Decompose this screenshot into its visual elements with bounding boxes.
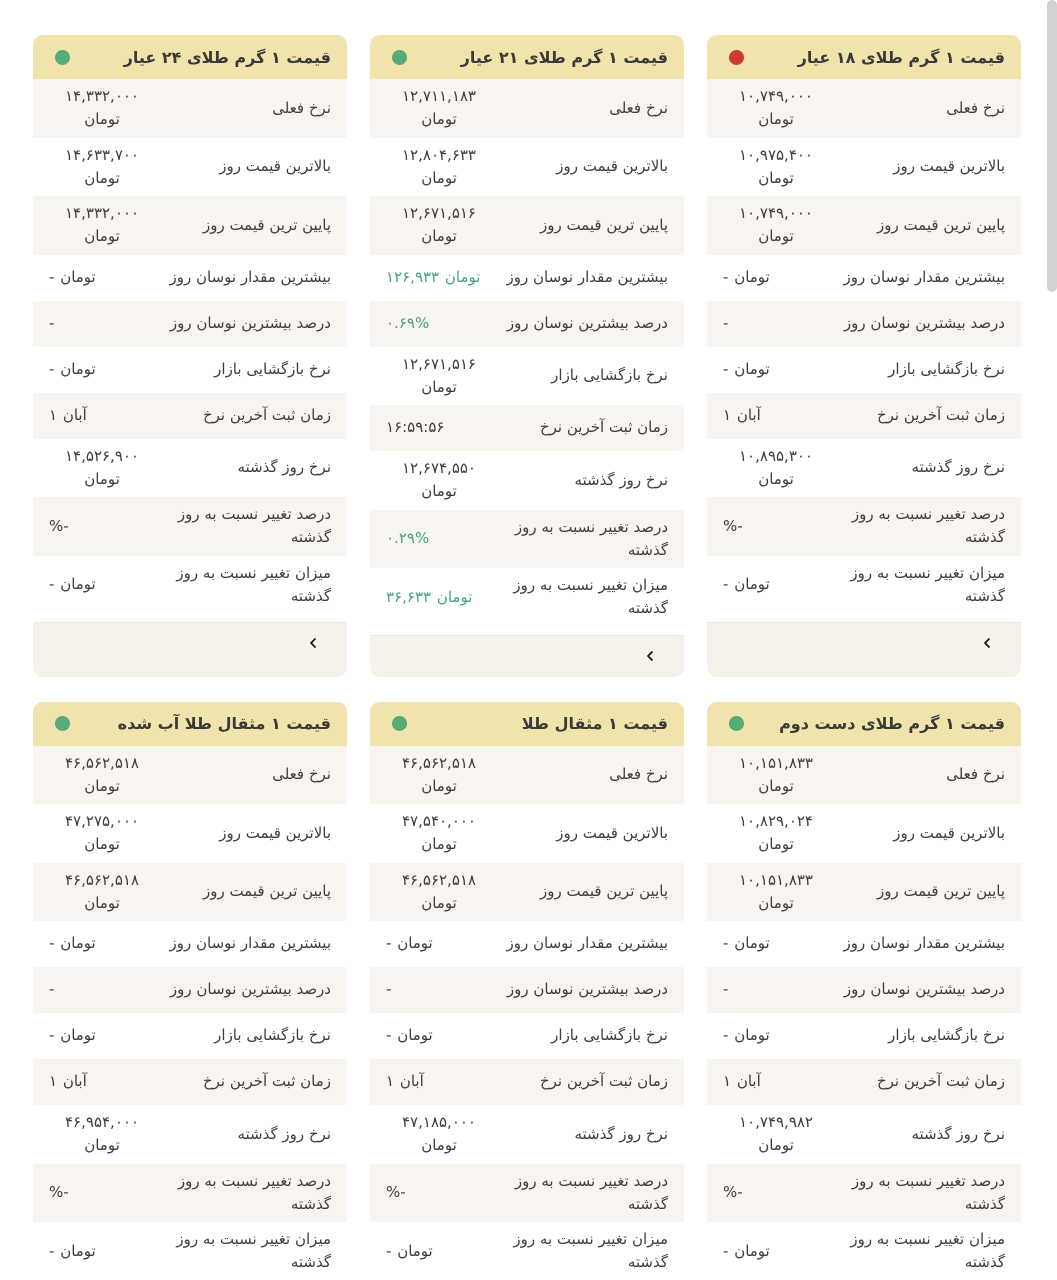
price-row [707, 1013, 1021, 1059]
row-value: ۱۰,۱۵۱,۸۳۳ تومان [739, 753, 813, 795]
row-label: زمان ثبت آخرین نرخ [876, 405, 1005, 424]
chevron-left-icon[interactable] [979, 635, 995, 651]
price-row [33, 1059, 347, 1105]
status-dot-icon [392, 50, 407, 65]
status-dot-icon [729, 50, 744, 65]
price-row [33, 1164, 347, 1223]
price-row [370, 196, 684, 255]
row-value: - تومان [723, 1241, 770, 1260]
row-label: درصد بیشترین نوسان روز [169, 980, 331, 999]
price-row [33, 138, 347, 197]
card-rows [370, 79, 684, 627]
row-value: ۱۲,۶۷۱,۵۱۶ تومان [402, 354, 476, 396]
price-row [370, 138, 684, 197]
row-value: ۱۲,۶۷۴,۵۵۰ تومان [402, 459, 476, 501]
row-value: - تومان [386, 1241, 433, 1260]
price-row [33, 301, 347, 347]
row-value: - تومان [723, 934, 770, 953]
cards-grid [33, 35, 1021, 1280]
row-label: نرخ بازگشایی بازار [888, 1026, 1005, 1045]
row-value: ۴۶,۵۶۲,۵۱۸ تومان [402, 870, 476, 912]
price-row [370, 863, 684, 922]
row-value: ۴۶,۵۶۲,۵۱۸ تومان [65, 753, 139, 795]
price-row [707, 497, 1021, 556]
price-row [33, 1105, 347, 1164]
row-label: بیشترین مقدار نوسان روز [843, 267, 1005, 286]
row-label: نرخ روز گذشته [574, 1124, 668, 1143]
price-row [707, 138, 1021, 197]
price-row [33, 1013, 347, 1059]
card-title: قیمت ۱ مثقال طلا آب شده [117, 714, 331, 733]
price-row [33, 863, 347, 922]
row-value: ۴۷,۱۸۵,۰۰۰ تومان [402, 1113, 476, 1155]
row-value: ۴۷,۵۴۰,۰۰۰ تومان [402, 812, 476, 854]
row-label: بالاترین قیمت روز [219, 823, 331, 842]
row-label: درصد تغییر نسبت به روز گذشته [177, 1171, 331, 1213]
row-label: میزان تغییر نسبت به روز گذشته [850, 563, 1005, 605]
price-row [33, 255, 347, 301]
row-label: زمان ثبت آخرین نرخ [202, 1072, 331, 1091]
row-label: میزان تغییر نسبت به روز گذشته [513, 1230, 668, 1272]
price-card [707, 35, 1021, 677]
price-card [707, 702, 1021, 1280]
row-label: زمان ثبت آخرین نرخ [876, 1072, 1005, 1091]
row-label: بالاترین قیمت روز [219, 157, 331, 176]
card-header [33, 702, 347, 746]
scrollbar[interactable] [1047, 0, 1057, 292]
row-value: ۱۴,۶۳۳,۷۰۰ تومان [65, 145, 139, 187]
row-label: نرخ بازگشایی بازار [888, 359, 1005, 378]
card-header [707, 702, 1021, 746]
row-value: - تومان [723, 1026, 770, 1045]
price-row [370, 746, 684, 805]
status-dot-icon [729, 716, 744, 731]
row-value: - [49, 980, 55, 999]
status-dot-icon [392, 716, 407, 731]
row-value: ۱۴,۳۳۲,۰۰۰ تومان [65, 204, 139, 246]
price-row [707, 439, 1021, 498]
row-value: - تومان [49, 267, 96, 286]
price-row [707, 196, 1021, 255]
card-footer [370, 635, 684, 677]
card-title: قیمت ۱ گرم طلای ۱۸ عیار [797, 47, 1005, 67]
row-label: پایین ترین قیمت روز [876, 882, 1005, 901]
row-label: پایین ترین قیمت روز [539, 882, 668, 901]
row-value: ۱۰,۷۴۹,۹۸۲ تومان [739, 1113, 813, 1155]
price-row [707, 1222, 1021, 1280]
row-label: نرخ فعلی [946, 98, 1005, 117]
row-value: - تومان [49, 575, 96, 594]
row-value: ۴۶,۹۵۴,۰۰۰ تومان [65, 1113, 139, 1155]
price-row [33, 804, 347, 863]
row-value: - [386, 980, 392, 999]
price-row [370, 967, 684, 1013]
row-label: درصد بیشترین نوسان روز [506, 980, 668, 999]
row-label: بیشترین مقدار نوسان روز [843, 934, 1005, 953]
row-value: %- [723, 516, 743, 535]
row-value: ۱۲,۶۷۱,۵۱۶ تومان [402, 204, 476, 246]
row-label: پایین ترین قیمت روز [202, 215, 331, 234]
price-row [33, 196, 347, 255]
price-row [33, 393, 347, 439]
row-value: - تومان [49, 1026, 96, 1045]
row-value: ۱ آبان [723, 405, 761, 424]
row-value: ۴۶,۵۶۲,۵۱۸ تومان [402, 753, 476, 795]
row-value: - تومان [723, 267, 770, 286]
price-row [33, 967, 347, 1013]
price-row [370, 79, 684, 138]
row-value: ۱۰,۷۴۹,۰۰۰ تومان [739, 87, 813, 129]
price-row [370, 1059, 684, 1105]
row-value: %- [723, 1183, 743, 1202]
row-label: نرخ بازگشایی بازار [551, 366, 668, 385]
row-value: - تومان [386, 1026, 433, 1045]
row-value: ۱۲,۷۱۱,۱۸۳ تومان [402, 87, 476, 129]
card-rows [33, 79, 347, 614]
row-value: - تومان [49, 934, 96, 953]
price-row [33, 556, 347, 615]
row-label: نرخ روز گذشته [237, 458, 331, 477]
row-value: ۱۰,۱۵۱,۸۳۳ تومان [739, 870, 813, 912]
price-row [707, 79, 1021, 138]
row-label: بالاترین قیمت روز [893, 157, 1005, 176]
price-row [33, 921, 347, 967]
price-row [33, 1222, 347, 1280]
row-value: - تومان [723, 359, 770, 378]
row-label: درصد تغییر نسبت به روز گذشته [851, 505, 1005, 547]
row-value: ۴۶,۵۶۲,۵۱۸ تومان [65, 870, 139, 912]
card-rows [707, 79, 1021, 614]
row-label: پایین ترین قیمت روز [876, 215, 1005, 234]
row-value: - [49, 313, 55, 332]
price-row [707, 556, 1021, 615]
row-label: نرخ بازگشایی بازار [214, 1026, 331, 1045]
row-value: ۱۶:۵۹:۵۶ [386, 418, 445, 437]
card-footer [707, 622, 1021, 677]
row-label: بیشترین مقدار نوسان روز [169, 934, 331, 953]
card-header [707, 35, 1021, 79]
row-label: بیشترین مقدار نوسان روز [169, 267, 331, 286]
row-value: - تومان [386, 934, 433, 953]
price-row [370, 347, 684, 406]
row-label: نرخ فعلی [609, 98, 668, 117]
row-value: ۱۴,۵۲۶,۹۰۰ تومان [65, 446, 139, 488]
row-label: میزان تغییر نسبت به روز گذشته [513, 576, 668, 618]
row-label: درصد بیشترین نوسان روز [843, 313, 1005, 332]
row-value: ۳۶,۶۳۳ تومان [386, 587, 473, 606]
row-value: ۱۲۶,۹۳۳ تومان [386, 267, 481, 286]
row-label: بیشترین مقدار نوسان روز [506, 267, 668, 286]
chevron-left-icon[interactable] [305, 635, 321, 651]
price-row [707, 347, 1021, 393]
row-value: ۱۴,۳۳۲,۰۰۰ تومان [65, 87, 139, 129]
price-row [33, 79, 347, 138]
row-value: ۱۰,۸۹۵,۳۰۰ تومان [739, 446, 813, 488]
price-row [370, 1222, 684, 1280]
row-label: نرخ فعلی [272, 98, 331, 117]
price-row [707, 746, 1021, 805]
price-row [370, 510, 684, 569]
price-row [370, 1013, 684, 1059]
row-value: ۱ آبان [386, 1072, 424, 1091]
price-row [370, 451, 684, 510]
card-rows [33, 746, 347, 1280]
row-value: ۰.۲۹% [386, 529, 430, 548]
price-row [370, 301, 684, 347]
price-row [370, 568, 684, 627]
row-value: ۱۲,۸۰۴,۶۳۳ تومان [402, 145, 476, 187]
price-row [707, 393, 1021, 439]
row-label: نرخ فعلی [609, 765, 668, 784]
price-card [33, 702, 347, 1280]
row-label: نرخ روز گذشته [911, 458, 1005, 477]
row-label: پایین ترین قیمت روز [539, 215, 668, 234]
price-row [707, 1164, 1021, 1223]
price-row [370, 1105, 684, 1164]
card-rows [370, 746, 684, 1280]
row-label: نرخ بازگشایی بازار [551, 1026, 668, 1045]
card-header [33, 35, 347, 79]
row-label: نرخ فعلی [946, 765, 1005, 784]
row-label: درصد بیشترین نوسان روز [506, 313, 668, 332]
card-title: قیمت ۱ گرم طلای ۲۱ عیار [460, 47, 668, 67]
card-rows [707, 746, 1021, 1280]
price-card [370, 702, 684, 1280]
row-value: ۱۰,۸۲۹,۰۲۴ تومان [739, 812, 813, 854]
row-label: نرخ روز گذشته [237, 1124, 331, 1143]
price-row [707, 255, 1021, 301]
row-value: - تومان [49, 359, 96, 378]
price-row [707, 967, 1021, 1013]
status-dot-icon [55, 50, 70, 65]
row-value: - [723, 313, 729, 332]
row-label: درصد تغییر نسبت به روز گذشته [514, 517, 668, 559]
price-row [707, 1059, 1021, 1105]
price-card [370, 35, 684, 677]
row-value: ۱۰,۹۷۵,۴۰۰ تومان [739, 145, 813, 187]
row-label: بالاترین قیمت روز [893, 823, 1005, 842]
row-label: نرخ بازگشایی بازار [214, 359, 331, 378]
price-row [707, 301, 1021, 347]
price-row [707, 1105, 1021, 1164]
row-value: - [723, 980, 729, 999]
row-label: درصد بیشترین نوسان روز [169, 313, 331, 332]
row-label: بالاترین قیمت روز [556, 823, 668, 842]
row-label: میزان تغییر نسبت به روز گذشته [176, 1230, 331, 1272]
row-value: %- [49, 516, 69, 535]
price-row [33, 439, 347, 498]
row-label: بالاترین قیمت روز [556, 157, 668, 176]
price-row [370, 921, 684, 967]
row-value: - تومان [723, 575, 770, 594]
price-row [33, 497, 347, 556]
price-row [370, 804, 684, 863]
row-label: پایین ترین قیمت روز [202, 882, 331, 901]
row-value: ۱ آبان [49, 405, 87, 424]
row-label: میزان تغییر نسبت به روز گذشته [850, 1230, 1005, 1272]
price-row [370, 255, 684, 301]
row-value: %- [386, 1183, 406, 1202]
chevron-left-icon[interactable] [642, 648, 658, 664]
card-header [370, 35, 684, 79]
row-label: بیشترین مقدار نوسان روز [506, 934, 668, 953]
row-value: ۱ آبان [723, 1072, 761, 1091]
price-row [370, 1164, 684, 1223]
status-dot-icon [55, 716, 70, 731]
card-footer [33, 622, 347, 677]
row-value: - تومان [49, 1241, 96, 1260]
row-value: ۱ آبان [49, 1072, 87, 1091]
price-row [707, 804, 1021, 863]
row-label: درصد بیشترین نوسان روز [843, 980, 1005, 999]
card-header [370, 702, 684, 746]
row-label: زمان ثبت آخرین نرخ [539, 1072, 668, 1091]
row-label: نرخ روز گذشته [911, 1124, 1005, 1143]
card-title: قیمت ۱ مثقال طلا [521, 714, 668, 733]
row-value: %- [49, 1183, 69, 1202]
row-label: زمان ثبت آخرین نرخ [202, 405, 331, 424]
card-title: قیمت ۱ گرم طلای ۲۴ عیار [123, 47, 331, 67]
row-label: نرخ فعلی [272, 765, 331, 784]
price-row [707, 863, 1021, 922]
row-label: میزان تغییر نسبت به روز گذشته [176, 563, 331, 605]
row-value: ۱۰,۷۴۹,۰۰۰ تومان [739, 204, 813, 246]
row-label: درصد تغییر نسبت به روز گذشته [851, 1171, 1005, 1213]
row-value: ۴۷,۲۷۵,۰۰۰ تومان [65, 812, 139, 854]
price-row [370, 405, 684, 451]
price-row [707, 921, 1021, 967]
price-row [33, 746, 347, 805]
row-value: ۰.۶۹% [386, 313, 430, 332]
price-row [33, 347, 347, 393]
row-label: زمان ثبت آخرین نرخ [539, 418, 668, 437]
row-label: درصد تغییر نسبت به روز گذشته [177, 505, 331, 547]
card-title: قیمت ۱ گرم طلای دست دوم [779, 714, 1005, 733]
row-label: درصد تغییر نسبت به روز گذشته [514, 1171, 668, 1213]
row-label: نرخ روز گذشته [574, 470, 668, 489]
price-card [33, 35, 347, 677]
